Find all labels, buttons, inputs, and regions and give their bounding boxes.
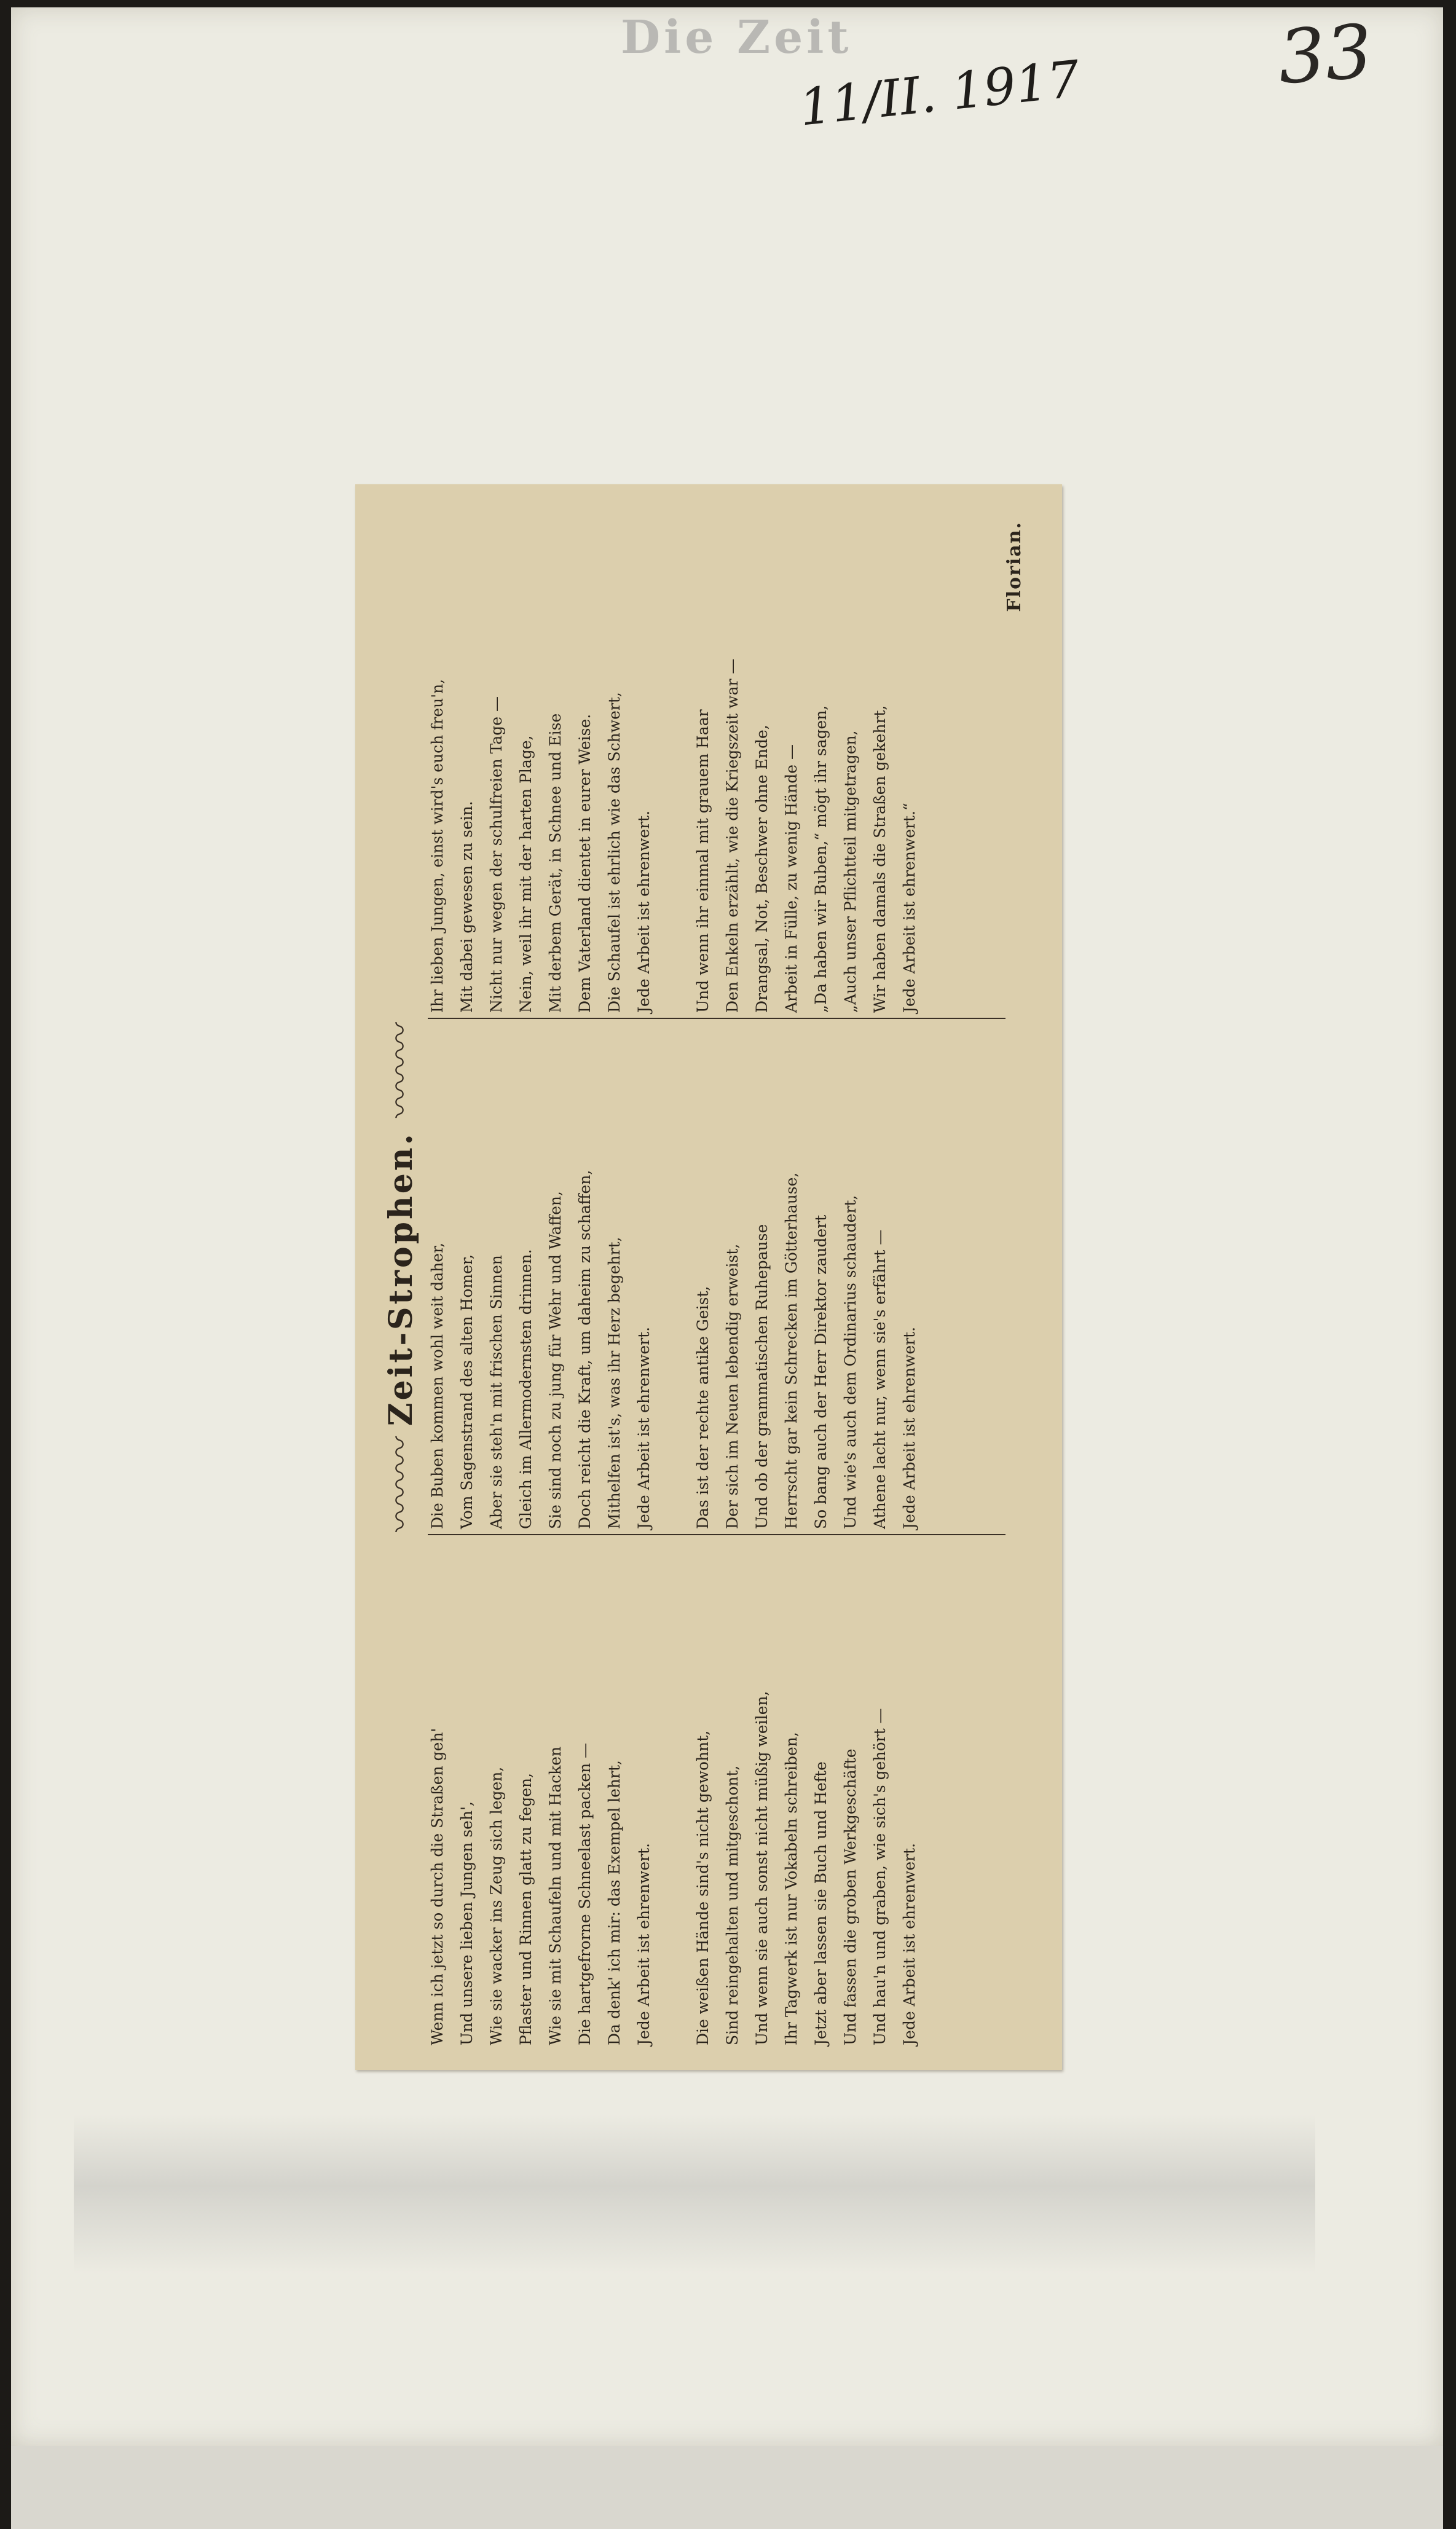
verse-line: Die hartgefrorne Schneelast packen — <box>576 1742 594 2045</box>
verse-line: Drangsal, Not, Beschwer ohne Ende, <box>753 725 771 1013</box>
stanza <box>688 1529 924 2045</box>
verse-line: Wie sie mit Schaufeln und mit Hacken <box>546 1746 564 2045</box>
verse-line: So bang auch der Herr Direktor zaudert <box>812 1214 830 1529</box>
verse-line: Aber sie steh'n mit frischen Sinnen <box>487 1255 505 1529</box>
newspaper-clipping <box>355 484 1062 2070</box>
verse-line: Den Enkeln erzählt, wie die Kriegszeit war — <box>723 658 741 1013</box>
verse-line: Mit dabei gewesen zu sein. <box>458 801 476 1013</box>
verse-line: Und wenn ihr einmal mit grauem Haar <box>694 709 712 1013</box>
author-signature: Florian. <box>1004 521 1025 612</box>
verse-line: Dem Vaterland dientet in eurer Weise. <box>576 714 594 1013</box>
verse-line: Mithelfen ist's, was ihr Herz begehrt, <box>605 1237 623 1529</box>
handwritten-date: 11/II. 1917 <box>797 50 1083 138</box>
poem-column-2 <box>423 1013 954 1529</box>
poem-column-3 <box>423 497 954 1013</box>
stanza <box>423 1013 659 1529</box>
verse-line: Ihr lieben Jungen, einst wird's euch freu'n, <box>428 678 446 1013</box>
verse-line: Die weißen Hände sind's nicht gewohnt, <box>694 1730 712 2045</box>
scan-shadow <box>74 2114 1315 2274</box>
verse-line: Sind reingehalten und mitgeschont, <box>723 1765 741 2045</box>
title-ornament-right: 〰〰〰 <box>383 1022 420 1119</box>
verse-line: Mit derbem Gerät, in Schnee und Eise <box>546 713 564 1013</box>
verse-line: Und wie's auch dem Ordinarius schaudert, <box>841 1195 859 1529</box>
clipping-header <box>375 484 421 2070</box>
verse-line: Jede Arbeit ist ehrenwert. <box>635 1843 653 2045</box>
clipping-title: Zeit-Strophen. <box>382 1131 420 1426</box>
verse-line: Wenn ich jetzt so durch die Straßen geh' <box>428 1728 446 2045</box>
verse-line: Nicht nur wegen der schulfreien Tage — <box>487 696 505 1013</box>
verse-line: Sie sind noch zu jung für Wehr und Waffen, <box>546 1191 564 1529</box>
verse-line: Und unsere lieben Jungen seh', <box>458 1801 476 2045</box>
verse-line: Pflaster und Rinnen glatt zu fegen, <box>517 1772 535 2045</box>
verse-line: „Auch unser Pflichtteil mitgetragen, <box>841 730 859 1013</box>
stanza <box>688 497 924 1013</box>
verse-line: Jede Arbeit ist ehrenwert. <box>900 1326 918 1529</box>
title-ornament-left: 〰〰〰 <box>383 1426 420 1532</box>
verse-line: Athene lacht nur, wenn sie's erfährt — <box>871 1229 889 1529</box>
scanner-bed-edge <box>11 2446 1443 2529</box>
verse-line: Nein, weil ihr mit der harten Plage, <box>517 735 535 1013</box>
verse-line: Und wenn sie auch sonst nicht müßig weilen, <box>753 1691 771 2045</box>
poem-column-1 <box>423 1529 954 2045</box>
verse-line: Der sich im Neuen lebendig erweist, <box>723 1243 741 1529</box>
newspaper-stamp: Die Zeit <box>621 11 852 64</box>
verse-line: „Da haben wir Buben,“ mögt ihr sagen, <box>812 705 830 1013</box>
verse-line: Jede Arbeit ist ehrenwert. <box>635 1326 653 1529</box>
verse-line: Doch reicht die Kraft, um daheim zu schaffen, <box>576 1170 594 1529</box>
verse-line: Gleich im Allermodernsten drinnen. <box>517 1249 535 1529</box>
verse-line: Und ob der grammatischen Ruhepause <box>753 1224 771 1529</box>
verse-line: Da denk' ich mir: das Exempel lehrt, <box>605 1760 623 2045</box>
stanza <box>423 1529 659 2045</box>
verse-line: Jetzt aber lassen sie Buch und Hefte <box>812 1761 830 2045</box>
verse-line: Das ist der rechte antike Geist, <box>694 1286 712 1529</box>
verse-line: Ihr Tagwerk ist nur Vokabeln schreiben, <box>782 1732 800 2045</box>
verse-line: Wie sie wacker ins Zeug sich legen, <box>487 1766 505 2045</box>
verse-line: Jede Arbeit ist ehrenwert. <box>635 810 653 1013</box>
stanza <box>688 1013 924 1529</box>
clipping-content <box>355 484 1062 2070</box>
verse-line: Und fassen die groben Werkgeschäfte <box>841 1748 859 2045</box>
verse-line: Wir haben damals die Straßen gekehrt, <box>871 705 889 1013</box>
verse-line: Und hau'n und graben, wie sich's gehört — <box>871 1708 889 2045</box>
stanza <box>423 497 659 1013</box>
verse-line: Jede Arbeit ist ehrenwert. <box>900 1843 918 2045</box>
verse-line: Die Buben kommen wohl weit daher, <box>428 1242 446 1529</box>
handwritten-page-number: 33 <box>1275 9 1375 101</box>
verse-line: Jede Arbeit ist ehrenwert.“ <box>900 803 918 1013</box>
verse-line: Herrscht gar kein Schrecken im Götterhause, <box>782 1172 800 1529</box>
verse-line: Die Schaufel ist ehrlich wie das Schwert, <box>605 692 623 1013</box>
verse-line: Arbeit in Fülle, zu wenig Hände — <box>782 744 800 1013</box>
verse-line: Vom Sagenstrand des alten Homer, <box>458 1254 476 1529</box>
